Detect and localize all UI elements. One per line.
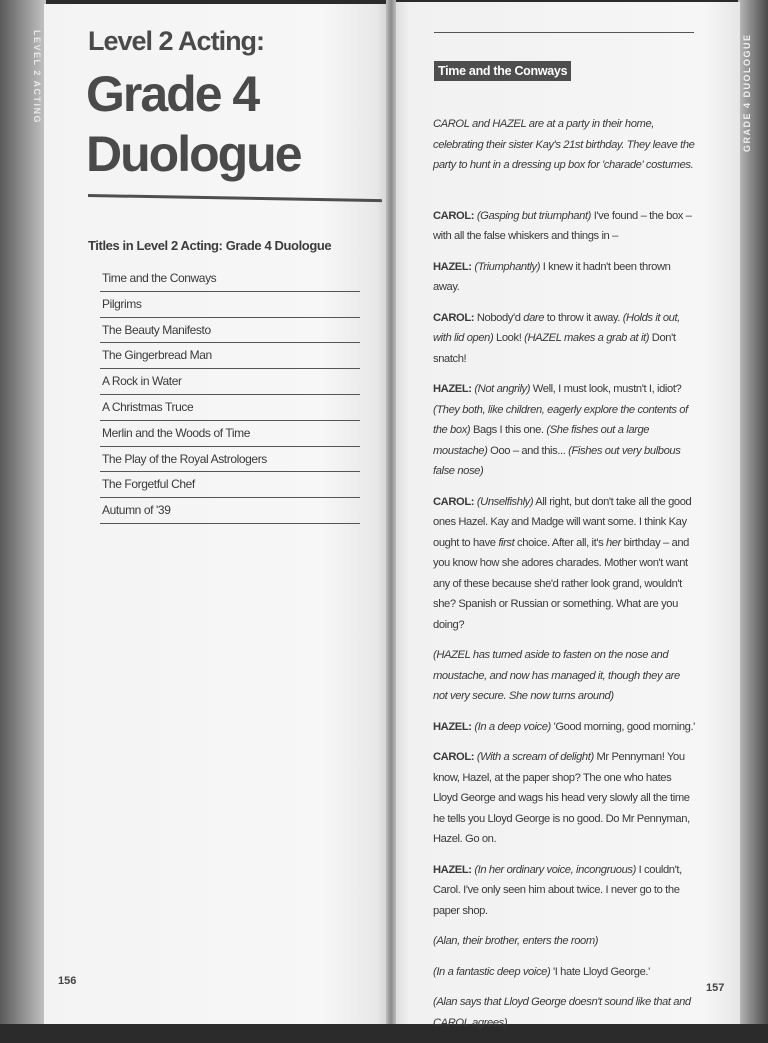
stage-direction-text: (Not angrily) [474, 383, 531, 395]
stage-direction-text: (Fishes out very bulbous false nose) [433, 444, 681, 477]
dialogue-line [433, 860, 695, 922]
dialogue-line [433, 492, 695, 636]
dialogue-text: choice. After all, it's [514, 536, 606, 549]
dialogue-text: 'Good morning, good morning.' [550, 720, 695, 733]
dialogue-text: 'I hate Lloyd George.' [550, 965, 650, 978]
speaker-name: CAROL: [433, 209, 475, 222]
side-tab-left: LEVEL 2 ACTING [32, 30, 42, 125]
stage-direction [433, 645, 695, 707]
title-item: The Play of the Royal Astrologers [100, 447, 360, 473]
dialogue-line [433, 257, 695, 298]
title-item: Autumn of '39 [100, 498, 360, 524]
dialogue-text: Don't snatch! [433, 332, 676, 365]
stage-direction-text: (Triumphantly) [474, 260, 541, 273]
heading-grade: Grade 4 [86, 66, 259, 122]
title-item: Time and the Conways [100, 266, 360, 292]
stage-direction-text: (In a deep voice) [474, 720, 551, 733]
dialogue-text: birthday – and you know how she adores charades. Mother won't want any of these because she'd rather look grand, wouldn't she? Spanish or Russian or something. What are you doing? [433, 536, 689, 631]
stage-direction-text: (HAZEL makes a grab at it) [524, 332, 650, 344]
dialogue-line [433, 747, 695, 850]
title-item: Merlin and the Woods of Time [100, 421, 360, 447]
dialogue-text: Look! [493, 332, 525, 344]
titles-list [100, 266, 360, 524]
title-item: The Beauty Manifesto [100, 318, 360, 344]
stage-direction-text: (She fishes out a large moustache) [433, 424, 650, 457]
page-edge-right [738, 0, 768, 1024]
speaker-name: HAZEL: [433, 260, 472, 273]
top-rule [434, 32, 694, 33]
script-text [433, 114, 695, 1043]
stage-direction-text: her [605, 536, 621, 549]
scene-intro: CAROL and HAZEL are at a party in their home, celebrating their sister Kay's 21st birthday. They leave the party to hunt in a dressing up box for 'charade' costumes. [433, 118, 695, 171]
book-gutter [386, 0, 396, 1024]
title-item: A Rock in Water [100, 369, 360, 395]
title-item: The Forgetful Chef [100, 472, 360, 498]
title-item: A Christmas Truce [100, 395, 360, 421]
speaker-name: HAZEL: [433, 383, 472, 395]
speaker-name: CAROL: [433, 495, 475, 508]
dialogue-text: I couldn't, Carol. I've only seen him about twice. I never go to the paper shop. [433, 863, 682, 917]
dialogue-text: Well, I must look, mustn't I, idiot? [530, 383, 682, 395]
stage-direction-text: (With a scream of delight) [476, 751, 594, 763]
stage-direction-text: (Holds it out, with lid open) [433, 311, 680, 344]
dialogue-text: I've found – the box – with all the false whiskers and things in – [433, 209, 692, 242]
dialogue-text: I knew it hadn't been thrown away. [433, 260, 671, 293]
dialogue-line [433, 379, 695, 482]
stage-direction-text: (They both, like children, eagerly explore the contents of the box) [433, 403, 688, 436]
stage-direction-text: dare [523, 311, 545, 324]
speaker-name: HAZEL: [433, 720, 472, 733]
section-title-badge: Time and the Conways [434, 61, 571, 81]
stage-direction-text: (Unselfishly) [476, 495, 534, 508]
dialogue-line [433, 206, 695, 247]
stage-direction-text: (In a fantastic deep voice) [433, 965, 551, 978]
dialogue-text: Nobody'd [476, 311, 524, 324]
stage-direction [433, 992, 695, 1033]
stage-direction-text: (Alan, their brother, enters the room) [433, 935, 599, 947]
stage-direction-text: first [498, 536, 515, 549]
page-number-right: 157 [706, 982, 725, 994]
speaker-name: CAROL: [433, 751, 475, 763]
titles-heading: Titles in Level 2 Acting: Grade 4 Duologue [88, 238, 332, 253]
speaker-name: CAROL: [433, 311, 475, 324]
heading-level: Level 2 Acting: [88, 26, 265, 56]
stage-direction-text: (In her ordinary voice, incongruous) [474, 863, 636, 876]
stage-direction-text: (Alan says that Lloyd George doesn't sound like that and CAROL agrees) [433, 996, 691, 1029]
heading-type: Duologue [86, 126, 301, 182]
dialogue-line [433, 717, 695, 738]
title-item: The Gingerbread Man [100, 343, 360, 369]
stage-direction [433, 962, 695, 983]
dialogue-text: Bags I this one. [470, 424, 547, 436]
stage-direction-text: (Gasping but triumphant) [476, 209, 591, 222]
side-tab-right: GRADE 4 DUOLOGUE [742, 33, 752, 152]
page-number-left: 156 [58, 975, 77, 987]
dialogue-text: to throw it away. [544, 311, 623, 324]
stage-direction-text: (HAZEL has turned aside to fasten on the nose and moustache, and now has managed it, though they are not very secure. She now turns around) [433, 649, 680, 702]
stage-direction [433, 931, 695, 952]
page-edge-left [0, 0, 46, 1024]
dialogue-line [433, 308, 695, 370]
speaker-name: HAZEL: [433, 863, 472, 876]
title-item: Pilgrims [100, 292, 360, 318]
dialogue-text: Ooo – and this... [487, 444, 569, 457]
dialogue-text: All right, but don't take all the good ones Hazel. Kay and Madge will want some. I think Kay ought to have [433, 495, 692, 549]
dialogue-text: Mr Pennyman! You know, Hazel, at the paper shop? The one who hates Lloyd George and wags his head very slowly all the time he tells you Lloyd George is no good. Do Mr Pennyman, Hazel. Go on. [433, 751, 690, 845]
